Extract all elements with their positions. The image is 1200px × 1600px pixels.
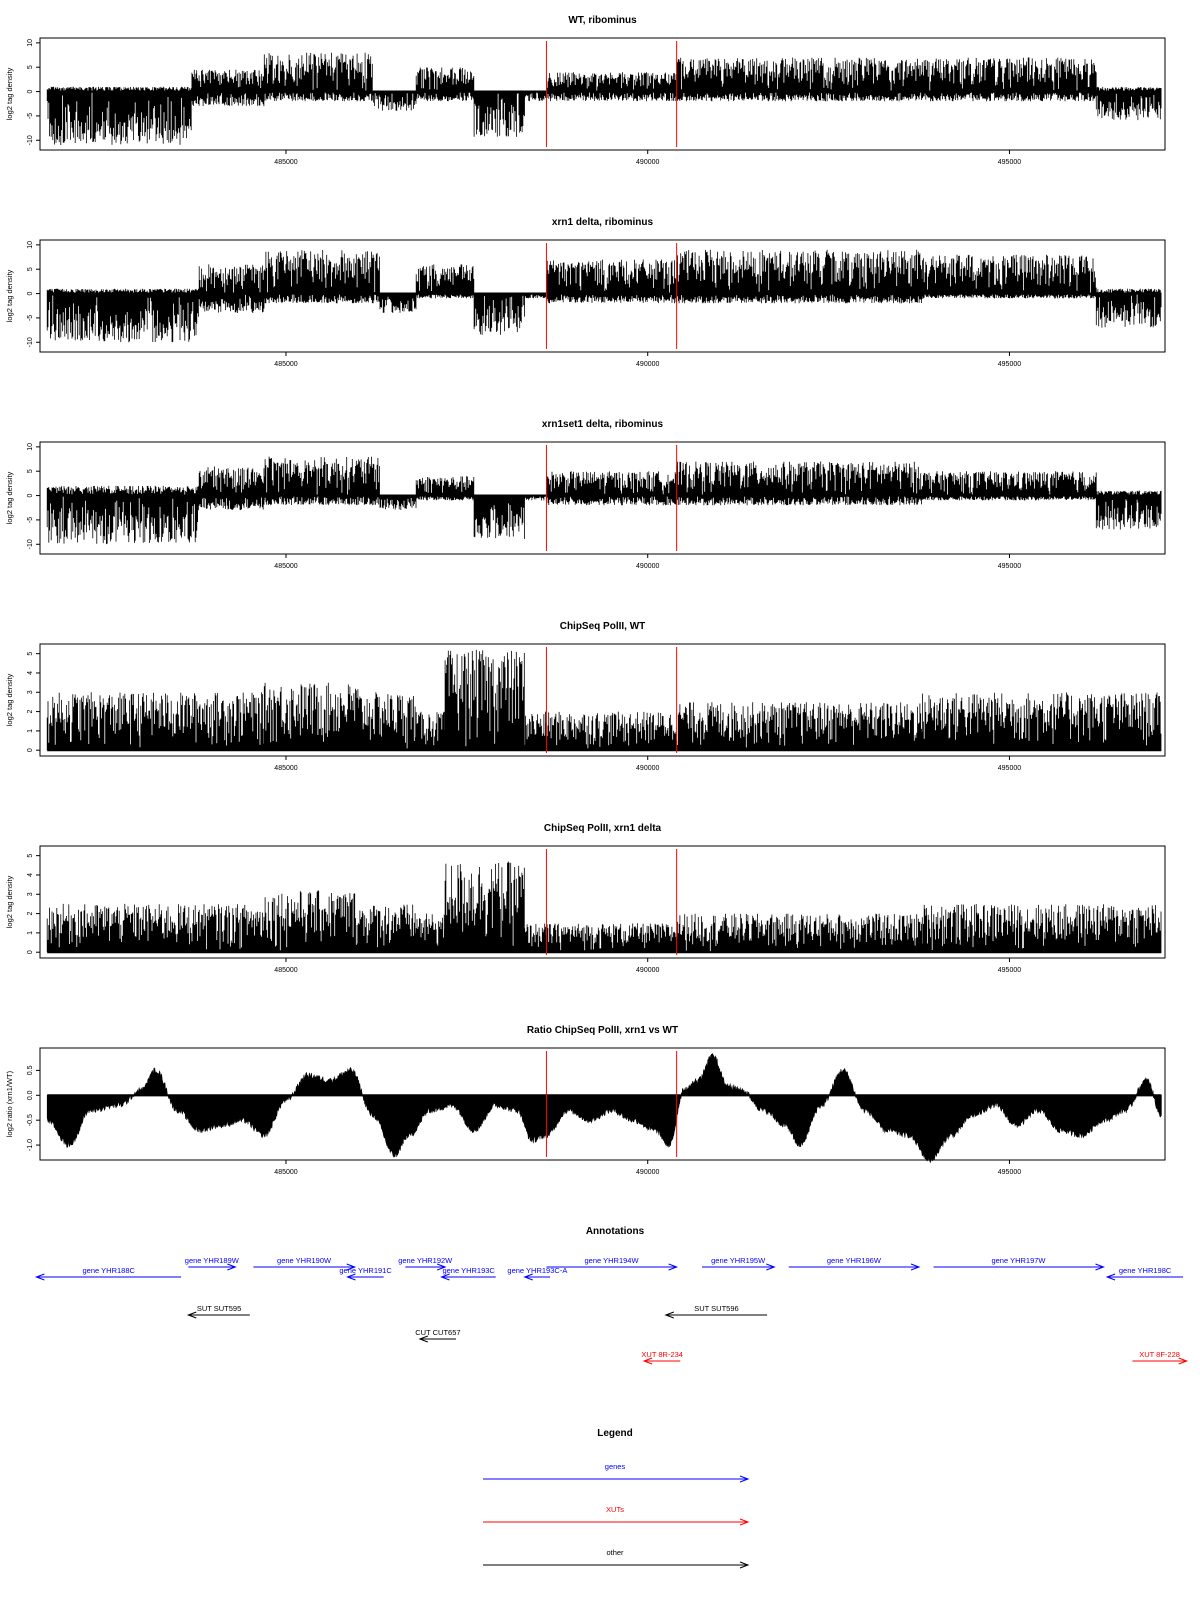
feature-label: gene YHR196W [826,1256,881,1265]
y-axis-label: log2 tag density [4,67,14,121]
ratio-area [47,1053,1161,1162]
panel-title: Ratio ChipSeq PolII, xrn1 vs WT [526,1025,679,1036]
track-panel [5,217,1165,368]
legend-item [483,1462,748,1482]
feature-label: XUT 8R-234 [641,1350,683,1359]
legend-label: other [606,1548,624,1557]
feature-label: CUT CUT657 [415,1328,461,1337]
y-axis-label: log2 ratio (xrn1/WT) [4,1070,14,1138]
x-tick-label: 490000 [636,563,660,570]
track-panel [5,1025,1165,1176]
legend-title: Legend [597,1428,633,1439]
y-tick-label: 2 [26,911,34,916]
annotation-feature [1107,1266,1183,1280]
x-tick-label: 495000 [997,159,1022,166]
y-tick-label: 5 [26,469,34,474]
annotation-feature [185,1256,240,1270]
x-tick-label: 485000 [274,967,298,974]
annotation-feature [933,1256,1103,1270]
annotation-feature [641,1350,683,1364]
feature-label: gene YHR193C [442,1266,495,1275]
y-tick-label: 5 [26,853,34,858]
x-tick-label: 490000 [636,967,660,974]
x-tick-label: 485000 [274,159,298,166]
y-tick-label: 0.0 [26,1090,34,1101]
annotation-feature [702,1256,774,1270]
y-tick-label: 10 [26,38,34,47]
annotation-feature [36,1266,181,1280]
feature-label: gene YHR192W [398,1256,453,1265]
y-tick-label: 1 [26,728,34,733]
annotation-feature [442,1266,496,1280]
density-bars [47,250,1161,342]
x-tick-label: 495000 [997,1169,1022,1176]
x-tick-label: 495000 [997,361,1022,368]
annotation-feature [789,1256,919,1270]
y-axis-label: log2 tag density [4,673,14,727]
y-tick-label: 4 [26,873,34,877]
y-tick-label: 10 [26,240,34,249]
y-tick-label: 0 [26,950,34,955]
track-panel [5,621,1165,772]
y-tick-label: 1 [26,930,34,935]
y-tick-label: 0.5 [26,1065,34,1076]
x-tick-label: 485000 [274,563,298,570]
feature-label: gene YHR191C [339,1266,392,1275]
y-tick-label: -5 [26,314,34,322]
legend [483,1428,748,1568]
y-tick-label: 5 [26,267,34,272]
y-tick-label: 10 [26,442,34,451]
annotation-feature [188,1304,249,1318]
x-tick-label: 495000 [997,563,1022,570]
density-bars [47,457,1161,544]
y-tick-label: -10 [26,135,34,146]
annotations-title: Annotations [585,1226,645,1237]
y-tick-label: 0 [26,748,34,753]
annotations-panel [36,1226,1186,1364]
x-tick-label: 490000 [636,765,660,772]
y-tick-label: 2 [26,709,34,714]
y-tick-label: -5 [26,516,34,524]
legend-items [483,1462,748,1568]
track-panel [5,823,1165,974]
annotation-feature [507,1266,567,1280]
feature-label: SUT SUT595 [196,1304,242,1313]
y-tick-label: -1.0 [26,1139,34,1152]
y-tick-label: 3 [26,892,34,897]
y-tick-label: -10 [26,337,34,348]
x-tick-label: 495000 [997,765,1022,772]
feature-label: gene YHR190W [277,1256,332,1265]
legend-label: genes [604,1462,626,1471]
panel-title: xrn1set1 delta, ribominus [541,419,664,430]
track-panel [5,419,1165,570]
feature-label: gene YHR189W [184,1256,239,1265]
density-bars [47,650,1161,750]
panel-title: ChipSeq PolII, WT [559,621,646,632]
x-tick-label: 490000 [636,159,660,166]
feature-label: gene YHR197W [991,1256,1046,1265]
x-tick-label: 485000 [274,765,298,772]
y-tick-label: 0 [26,291,34,296]
feature-label: gene YHR188C [82,1266,135,1275]
y-tick-label: 4 [26,671,34,675]
feature-label: gene YHR198C [1118,1266,1172,1275]
panel-title: ChipSeq PolII, xrn1 delta [543,823,662,834]
panel-title: WT, ribominus [568,15,637,26]
annotation-feature [415,1328,460,1342]
density-bars [47,862,1161,953]
x-tick-label: 485000 [274,1169,298,1176]
x-tick-label: 490000 [636,361,660,368]
feature-label: SUT SUT596 [694,1304,739,1313]
legend-item [483,1548,748,1568]
x-tick-label: 490000 [636,1169,660,1176]
y-tick-label: 5 [26,65,34,70]
x-tick-label: 485000 [274,361,298,368]
track-panel [5,15,1165,166]
y-axis-label: log2 tag density [4,471,14,525]
density-bars [47,53,1161,145]
y-tick-label: -10 [26,539,34,550]
feature-label: gene YHR194W [584,1256,639,1265]
annotation-feature [666,1304,767,1318]
y-tick-label: 3 [26,690,34,695]
y-tick-label: 0 [26,89,34,94]
legend-label: XUTs [606,1505,624,1514]
y-tick-label: -5 [26,112,34,120]
annotation-feature [1132,1350,1186,1364]
y-tick-label: 5 [26,651,34,656]
y-axis-label: log2 tag density [4,269,14,323]
track-panels [5,15,1165,1176]
y-tick-label: 0 [26,493,34,498]
y-tick-label: -0.5 [26,1114,34,1127]
feature-label: gene YHR193C-A [507,1266,568,1275]
legend-item [483,1505,748,1525]
annotation-feature [339,1266,392,1280]
x-tick-label: 495000 [997,967,1022,974]
annotation-features [36,1256,1186,1364]
panel-title: xrn1 delta, ribominus [551,217,654,228]
feature-label: XUT 8F-228 [1139,1350,1180,1359]
y-axis-label: log2 tag density [4,875,14,929]
feature-label: gene YHR195W [711,1256,766,1265]
